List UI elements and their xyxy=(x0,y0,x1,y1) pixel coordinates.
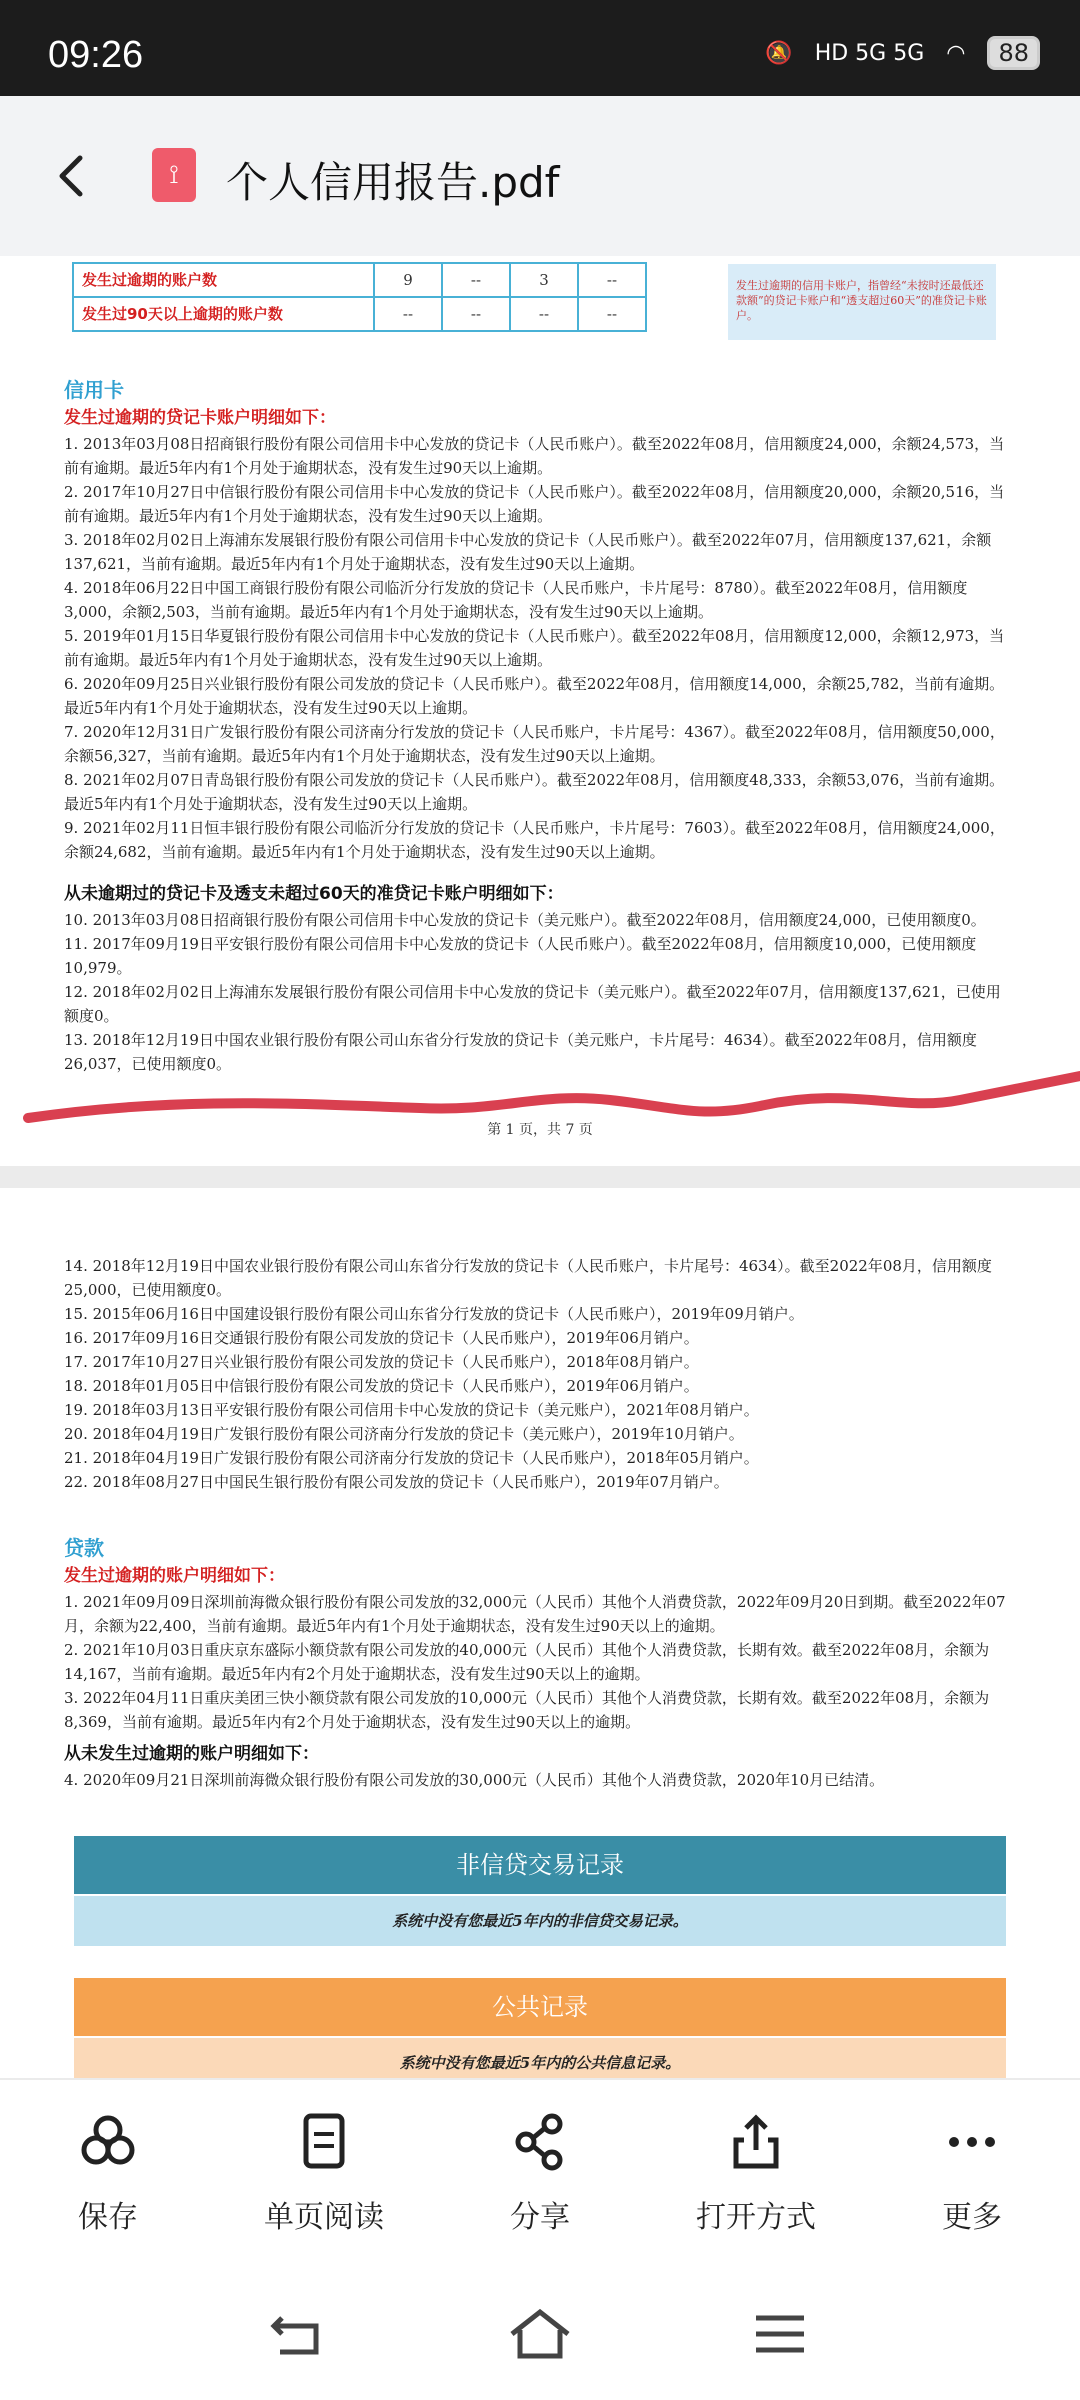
list-item: 3. 2018年02月02日上海浦东发展银行股份有限公司信用卡中心发放的贷记卡（人民币账户）。截至2022年07月，信用额度137,621，余额137,621，当前有逾期。最近5年内有1个月处于逾期状态，没有发生过90天以上逾期。 xyxy=(64,531,992,573)
status-icons xyxy=(765,36,1040,70)
overdue-card-heading: 发生过逾期的贷记卡账户明细如下： xyxy=(64,408,336,428)
open-with-button[interactable] xyxy=(656,2110,856,2236)
share-label: 分享 xyxy=(510,2200,570,2235)
open-with-icon xyxy=(724,2110,788,2174)
share-icon xyxy=(508,2110,572,2174)
loan-overdue-list xyxy=(64,1590,1014,1734)
noncredit-note: 系统中没有您最近5年内的非信贷交易记录。 xyxy=(74,1896,1006,1946)
system-nav-bar xyxy=(0,2264,1080,2400)
single-page-button[interactable] xyxy=(224,2110,424,2236)
list-item: 18. 2018年01月05日中信银行股份有限公司发放的贷记卡（人民币账户），2019年06月销户。 xyxy=(64,1377,699,1395)
loan-overdue-heading: 发生过逾期的账户明细如下： xyxy=(64,1566,285,1586)
pdf-file-icon: ⟟ xyxy=(152,148,196,202)
wifi-icon: ◠ xyxy=(946,40,966,66)
share-button[interactable] xyxy=(440,2110,640,2236)
pdf-page-1[interactable] xyxy=(0,256,1080,1166)
list-item: 15. 2015年06月16日中国建设银行股份有限公司山东省分行发放的贷记卡（人民币账户），2019年09月销户。 xyxy=(64,1305,804,1323)
save-icon xyxy=(76,2110,140,2174)
system-menu-icon[interactable] xyxy=(740,2304,820,2364)
system-home-icon[interactable] xyxy=(500,2304,580,2364)
battery-indicator: 88 xyxy=(987,36,1040,70)
single-page-label: 单页阅读 xyxy=(264,2200,384,2235)
overdue-card-list xyxy=(64,432,1014,864)
app-bar xyxy=(0,96,1080,256)
public-record-header: 公共记录 xyxy=(74,1978,1006,2036)
list-item: 14. 2018年12月19日中国农业银行股份有限公司山东省分行发放的贷记卡（人民币账户，卡片尾号：4634）。截至2022年08月，信用额度25,000，已使用额度0。 xyxy=(64,1257,992,1299)
system-back-icon[interactable] xyxy=(260,2304,340,2364)
list-item: 4. 2020年09月21日深圳前海微众银行股份有限公司发放的30,000元（人民币）其他个人消费贷款，2020年10月已结清。 xyxy=(64,1771,885,1789)
list-item: 2. 2021年10月03日重庆京东盛际小额贷款有限公司发放的40,000元（人民币）其他个人消费贷款，长期有效。截至2022年08月，余额为14,167，当前有逾期。最近5年内有2个月处于逾期状态，没有发生过90天以上的逾期。 xyxy=(64,1641,990,1683)
list-item: 12. 2018年02月02日上海浦东发展银行股份有限公司信用卡中心发放的贷记卡（美元账户）。截至2022年07月，信用额度137,621，已使用额度0。 xyxy=(64,983,1001,1025)
list-item: 9. 2021年02月11日恒丰银行股份有限公司临沂分行发放的贷记卡（人民币账户，卡片尾号：7603）。截至2022年08月，信用额度24,000，余额24,682，当前有逾期。最近5年内有1个月处于逾期状态，没有发生过90天以上逾期。 xyxy=(64,819,1005,861)
back-arrow-icon[interactable] xyxy=(52,152,92,200)
list-item: 19. 2018年03月13日平安银行股份有限公司信用卡中心发放的贷记卡（美元账户），2021年08月销户。 xyxy=(64,1401,759,1419)
mute-icon: 🔕 xyxy=(765,40,793,66)
list-item: 1. 2021年09月09日深圳前海微众银行股份有限公司发放的32,000元（人民币）其他个人消费贷款，2022年09月20日到期。截至2022年07月，余额为22,400，当前有逾期。最近5年内有1个月处于逾期状态，没有发生过90天以上的逾期。 xyxy=(64,1593,1006,1635)
bottom-action-bar xyxy=(0,2080,1080,2264)
pdf-page-2[interactable] xyxy=(0,1188,1080,2078)
list-item: 4. 2018年06月22日中国工商银行股份有限公司临沂分行发放的贷记卡（人民币账户，卡片尾号：8780）。截至2022年08月，信用额度3,000，余额2,503，当前有逾期。最近5年内有1个月处于逾期状态，没有发生过90天以上逾期。 xyxy=(64,579,968,621)
status-bar xyxy=(0,0,1080,96)
page-number: 第 1 页，共 7 页 xyxy=(487,1122,593,1138)
file-title: 个人信用报告.pdf xyxy=(226,158,560,207)
list-item: 5. 2019年01月15日华夏银行股份有限公司信用卡中心发放的贷记卡（人民币账户）。截至2022年08月，信用额度12,000，余额12,973，当前有逾期。最近5年内有1个月处于逾期状态，没有发生过90天以上逾期。 xyxy=(64,627,1005,669)
list-item: 11. 2017年09月19日平安银行股份有限公司信用卡中心发放的贷记卡（人民币账户）。截至2022年08月，信用额度10,000，已使用额度10,979。 xyxy=(64,935,977,977)
network-indicator: HD 5G 5G xyxy=(814,40,925,66)
list-item: 3. 2022年04月11日重庆美团三快小额贷款有限公司发放的10,000元（人民币）其他个人消费贷款，长期有效。截至2022年08月，余额为8,369，当前有逾期。最近5年内有2个月处于逾期状态，没有发生过90天以上的逾期。 xyxy=(64,1689,990,1731)
more-label: 更多 xyxy=(942,2200,1002,2235)
list-item: 7. 2020年12月31日广发银行股份有限公司济南分行发放的贷记卡（人民币账户，卡片尾号：4367）。截至2022年08月，信用额度50,000，余额56,327，当前有逾期。最近5年内有1个月处于逾期状态，没有发生过90天以上逾期。 xyxy=(64,723,1005,765)
noncredit-section-header: 非信贷交易记录 xyxy=(74,1836,1006,1894)
stat-row: 发生过90天以上逾期的账户数 -- -- -- -- xyxy=(73,297,646,331)
normal-card-list xyxy=(64,908,1014,1076)
list-item: 16. 2017年09月16日交通银行股份有限公司发放的贷记卡（人民币账户），2019年06月销户。 xyxy=(64,1329,699,1347)
list-item: 2. 2017年10月27日中信银行股份有限公司信用卡中心发放的贷记卡（人民币账户）。截至2022年08月，信用额度20,000，余额20,516，当前有逾期。最近5年内有1个月处于逾期状态，没有发生过90天以上逾期。 xyxy=(64,483,1005,525)
save-button[interactable] xyxy=(8,2110,208,2236)
list-item: 8. 2021年02月07日青岛银行股份有限公司发放的贷记卡（人民币账户）。截至2022年08月，信用额度48,333，余额53,076，当前有逾期。最近5年内有1个月处于逾期状态，没有发生过90天以上逾期。 xyxy=(64,771,1005,813)
more-button[interactable] xyxy=(872,2110,1072,2236)
status-time: 09:26 xyxy=(48,34,144,76)
save-label: 保存 xyxy=(78,2200,138,2235)
open-with-label: 打开方式 xyxy=(696,2200,816,2235)
list-item: 22. 2018年08月27日中国民生银行股份有限公司发放的贷记卡（人民币账户），2019年07月销户。 xyxy=(64,1473,729,1491)
stat-row: 发生过逾期的账户数 9 -- 3 -- xyxy=(73,263,646,297)
public-record-note: 系统中没有您最近5年内的公共信息记录。 xyxy=(74,2038,1006,2078)
list-item: 10. 2013年03月08日招商银行股份有限公司信用卡中心发放的贷记卡（美元账户）。截至2022年08月，信用额度24,000，已使用额度0。 xyxy=(64,911,986,929)
overdue-stat-table xyxy=(72,262,647,332)
single-page-icon xyxy=(292,2110,356,2174)
loan-normal-heading: 从未发生过逾期的账户明细如下： xyxy=(64,1744,319,1764)
card-list-continued xyxy=(64,1254,1014,1494)
list-item: 20. 2018年04月19日广发银行股份有限公司济南分行发放的贷记卡（美元账户），2019年10月销户。 xyxy=(64,1425,744,1443)
list-item: 13. 2018年12月19日中国农业银行股份有限公司山东省分行发放的贷记卡（美元账户，卡片尾号：4634）。截至2022年08月，信用额度26,037，已使用额度0。 xyxy=(64,1031,977,1073)
section-title-credit-card: 信用卡 xyxy=(64,378,124,402)
loan-normal-list xyxy=(64,1768,1014,1792)
section-title-loan: 贷款 xyxy=(64,1536,104,1560)
normal-card-heading: 从未逾期过的贷记卡及透支未超过60天的准贷记卡账户明细如下： xyxy=(64,884,564,904)
list-item: 17. 2017年10月27日兴业银行股份有限公司发放的贷记卡（人民币账户），2018年08月销户。 xyxy=(64,1353,699,1371)
list-item: 6. 2020年09月25日兴业银行股份有限公司发放的贷记卡（人民币账户）。截至2022年08月，信用额度14,000，余额25,782，当前有逾期。最近5年内有1个月处于逾期状态，没有发生过90天以上逾期。 xyxy=(64,675,1005,717)
stat-note: 发生过逾期的信用卡账户，指曾经“未按时还最低还款额”的贷记卡账户和“透支超过60天”的准贷记卡账户。 xyxy=(728,264,996,340)
more-icon xyxy=(940,2110,1004,2174)
list-item: 1. 2013年03月08日招商银行股份有限公司信用卡中心发放的贷记卡（人民币账户）。截至2022年08月，信用额度24,000，余额24,573，当前有逾期。最近5年内有1个月处于逾期状态，没有发生过90天以上逾期。 xyxy=(64,435,1005,477)
list-item: 21. 2018年04月19日广发银行股份有限公司济南分行发放的贷记卡（人民币账户），2018年05月销户。 xyxy=(64,1449,759,1467)
